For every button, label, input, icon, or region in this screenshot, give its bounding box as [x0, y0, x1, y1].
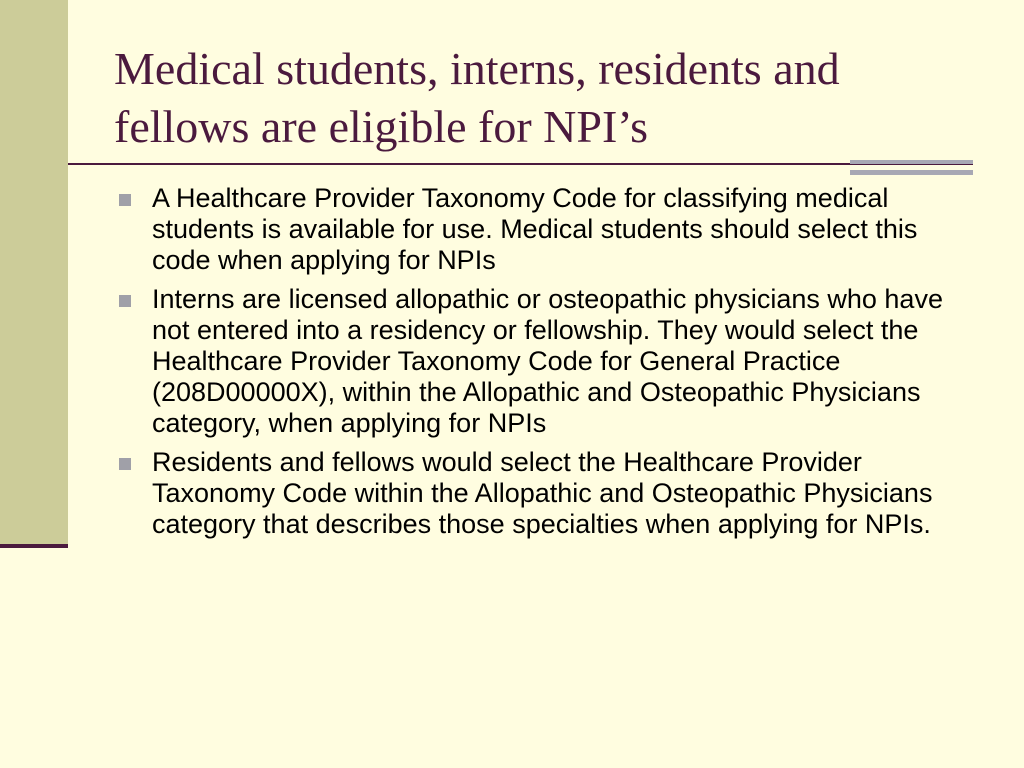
accent-bar-bottom [850, 170, 973, 175]
sidebar-panel [0, 0, 68, 545]
bullet-item-medical-students [118, 183, 978, 276]
sidebar-divider [0, 544, 68, 548]
bullet-item-interns [118, 284, 978, 439]
accent-bar-top [850, 160, 973, 164]
slide-title: Medical students, interns, residents and fellows are eligible for NPI’s [114, 43, 840, 152]
square-bullet-icon [119, 458, 131, 470]
square-bullet-icon [119, 194, 131, 206]
bullet-text: Residents and fellows would select the Healthcare Provider Taxonomy Code within the Allopathic and Osteopathic Physicians category that describes those specialties when applying for NPIs. [152, 447, 933, 539]
bullet-text: A Healthcare Provider Taxonomy Code for classifying medical students is available for use. Medical students should select this code when applying for NPIs [152, 183, 918, 275]
bullet-list [118, 183, 978, 548]
square-bullet-icon [119, 295, 131, 307]
bullet-item-residents-fellows [118, 447, 978, 540]
title-divider [68, 163, 973, 165]
bullet-text: Interns are licensed allopathic or osteopathic physicians who have not entered into a residency or fellowship. They would select the Healthcare Provider Taxonomy Code for General Practice (208D00000X), within the Allopathic and Osteopathic Physicians category, when applying for NPIs [152, 284, 943, 438]
